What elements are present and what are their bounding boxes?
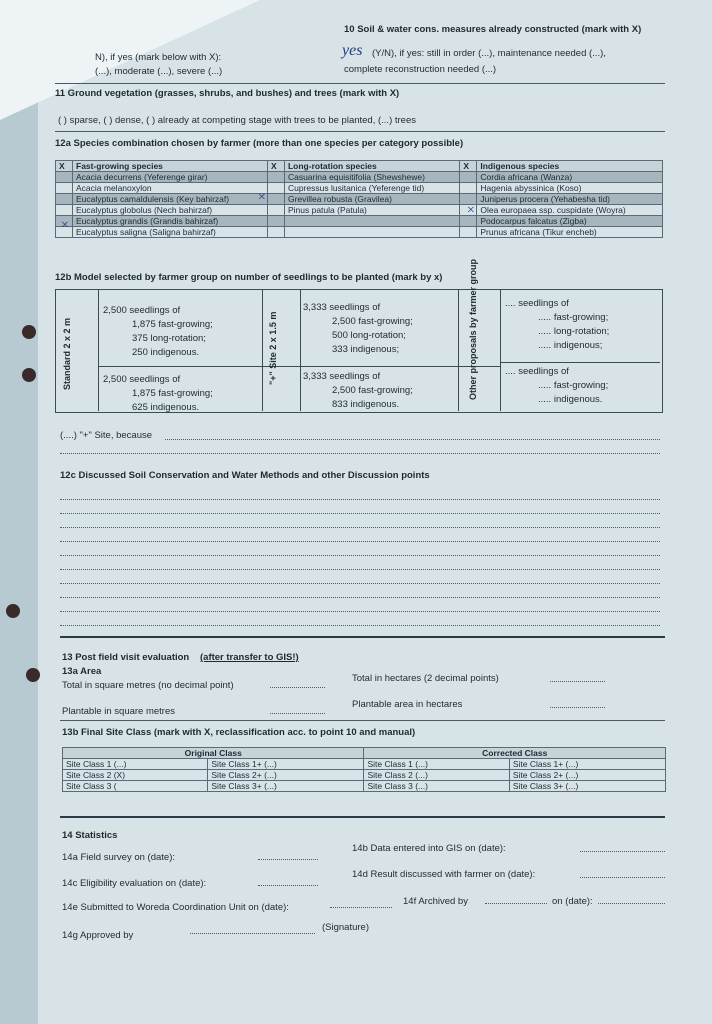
o1-item: ..... indigenous; [538, 340, 603, 351]
psqm-field[interactable] [270, 712, 325, 714]
s14d-label: 14d Result discussed with farmer on (date): [352, 869, 536, 880]
indig-species: Prunus africana (Tikur encheb) [477, 227, 663, 238]
x-col-header: X [460, 161, 477, 172]
c2-item: 2,500 fast-growing; [332, 316, 413, 327]
s14-title: 14 Statistics [62, 830, 118, 841]
indig-species: Hagenia abyssinica (Koso) [477, 183, 663, 194]
checkbox-cell[interactable] [460, 183, 477, 194]
discussion-line[interactable] [60, 568, 660, 570]
checkbox-cell[interactable] [267, 183, 284, 194]
c3-title: 2,500 seedlings of [103, 374, 181, 385]
long-species: Pinus patula (Patula) [284, 205, 459, 216]
punch-hole [22, 368, 36, 382]
s14b-label: 14b Data entered into GIS on (date): [352, 843, 506, 854]
s14c-label: 14c Eligibility evaluation on (date): [62, 878, 207, 889]
indig-species: Juniperus procera (Yehabesha tid) [477, 194, 663, 205]
c2-title: 3,333 seedlings of [303, 302, 381, 313]
o2-item: ..... indigenous. [538, 394, 603, 405]
checkbox-cell[interactable] [56, 205, 73, 216]
model-divider [98, 366, 500, 367]
discussion-line[interactable] [60, 554, 660, 556]
long-species [284, 216, 459, 227]
ha-label: Total in hectares (2 decimal points) [352, 673, 499, 684]
s14a-field[interactable] [258, 858, 318, 860]
checkbox-cell[interactable] [56, 172, 73, 183]
original-class-header: Original Class [63, 748, 364, 759]
species-table [55, 160, 663, 238]
divider [60, 720, 665, 721]
because-line[interactable] [60, 452, 660, 454]
site-class-cell[interactable]: Site Class 1+ (...) [208, 759, 364, 770]
long-header: Long-rotation species [284, 161, 459, 172]
plus-site-label: "+" Site 2 x 1.5 m [268, 311, 278, 385]
site-class-cell[interactable]: Site Class 3+ (...) [208, 781, 364, 792]
discussion-line[interactable] [60, 512, 660, 514]
s13b-title: 13b Final Site Class (mark with X, reclassification acc. to point 10 and manual) [62, 727, 416, 738]
site-class-cell[interactable]: Site Class 3 (...) [364, 781, 509, 792]
long-species: Grevillea robusta (Gravilea) [284, 194, 459, 205]
signature-label: (Signature) [322, 922, 369, 933]
c3-item: 625 indigenous. [132, 402, 200, 413]
c1-item: 375 long-rotation; [132, 333, 206, 344]
handwritten-x-mark: × [466, 203, 476, 218]
s14d-field[interactable] [580, 876, 665, 878]
divider [55, 131, 665, 132]
s10-line1: (Y/N), if yes: still in order (...), maintenance needed (...), [372, 48, 606, 59]
discussion-line[interactable] [60, 624, 660, 626]
standard-label: Standard 2 x 2 m [62, 317, 72, 390]
s14g-label: 14g Approved by [62, 930, 134, 941]
indig-species: Podocarpus falcatus (Zigba) [477, 216, 663, 227]
c4-title: 3,333 seedlings of [303, 371, 381, 382]
c4-item: 2,500 fast-growing; [332, 385, 413, 396]
long-species [284, 227, 459, 238]
checkbox-cell[interactable] [460, 172, 477, 183]
s12a-title: 12a Species combination chosen by farmer (more than one species per category possible) [55, 138, 464, 149]
site-class-cell[interactable]: Site Class 2 (X) [63, 770, 208, 781]
s13-title: 13 Post field visit evaluation [62, 652, 190, 663]
long-species: Cupressus lusitanica (Yeferenge tid) [284, 183, 459, 194]
s14f-label: 14f Archived by [403, 896, 468, 907]
indig-species: Olea europaea ssp. cuspidate (Woyra) [477, 205, 663, 216]
ha-field[interactable] [550, 680, 605, 682]
long-species: Casuarina equisitifolia (Shewshewe) [284, 172, 459, 183]
fast-species: Eucalyptus saligna (Saligna bahirzaf) [73, 227, 268, 238]
model-divider [500, 362, 660, 363]
because-line[interactable] [165, 438, 660, 440]
sqm-label: Total in square metres (no decimal point) [62, 680, 234, 691]
punch-hole [26, 668, 40, 682]
site-class-cell[interactable]: Site Class 2+ (...) [509, 770, 665, 781]
discussion-line[interactable] [60, 540, 660, 542]
s13-title-underlined: (after transfer to GIS!) [200, 652, 299, 663]
site-class-table [62, 747, 666, 792]
s11-options: ( ) sparse, ( ) dense, ( ) already at competing stage with trees to be planted, (...) trees [58, 115, 416, 126]
pha-label: Plantable area in hectares [352, 699, 463, 710]
discussion-line[interactable] [60, 582, 660, 584]
signature-field[interactable] [190, 932, 315, 934]
model-divider [98, 289, 99, 411]
c4-item: 833 indigenous. [332, 399, 400, 410]
s13a-title: 13a Area [62, 666, 102, 677]
s14e-field[interactable] [330, 906, 392, 908]
model-divider [262, 289, 263, 411]
s14f-date-field[interactable] [598, 902, 665, 904]
handwritten-x-mark: × [60, 218, 70, 233]
discussion-line[interactable] [60, 526, 660, 528]
pha-field[interactable] [550, 706, 605, 708]
c2-item: 333 indigenous; [332, 344, 400, 355]
o1-item: ..... long-rotation; [538, 326, 610, 337]
divider [55, 83, 665, 84]
checkbox-cell[interactable] [267, 227, 284, 238]
s12b-title: 12b Model selected by farmer group on number of seedlings to be planted (mark by x) [55, 272, 443, 283]
punch-hole [22, 325, 36, 339]
site-class-cell[interactable]: Site Class 2+ (...) [208, 770, 364, 781]
fast-species: Acacia decurrens (Yeferenge girar) [73, 172, 268, 183]
s10-line2: complete reconstruction needed (...) [344, 64, 497, 75]
s14f-date-label: on (date): [552, 896, 593, 907]
site-class-cell[interactable]: Site Class 3+ (...) [509, 781, 665, 792]
punch-hole [6, 604, 20, 618]
s10-title: 10 Soil & water cons. measures already constructed (mark with X) [344, 24, 642, 35]
handwritten-x-mark: × [257, 190, 267, 205]
s11-title: 11 Ground vegetation (grasses, shrubs, and bushes) and trees (mark with X) [55, 88, 400, 99]
divider [60, 636, 665, 638]
s10-left2: (...), moderate (...), severe (...) [95, 66, 223, 77]
checkbox-cell[interactable] [267, 216, 284, 227]
fast-species: Eucalyptus globolus (Nech bahirzaf) [73, 205, 268, 216]
sqm-field[interactable] [270, 686, 325, 688]
model-divider [300, 289, 301, 411]
discussion-line[interactable] [60, 596, 660, 598]
o1-title: .... seedlings of [505, 298, 569, 309]
s14c-field[interactable] [258, 884, 318, 886]
checkbox-cell[interactable] [267, 205, 284, 216]
model-divider [458, 289, 459, 411]
site-class-cell[interactable]: Site Class 1+ (...) [509, 759, 665, 770]
fast-header: Fast-growing species [73, 161, 268, 172]
site-class-cell[interactable]: Site Class 1 (...) [63, 759, 208, 770]
x-col-header: X [56, 161, 73, 172]
fast-species: Eucalyptus grandis (Grandis bahirzaf) [73, 216, 268, 227]
corrected-class-header: Corrected Class [364, 748, 666, 759]
s14b-field[interactable] [580, 850, 665, 852]
c1-title: 2,500 seedlings of [103, 305, 181, 316]
s14e-label: 14e Submitted to Woreda Coordination Unit on (date): [62, 902, 289, 913]
s14f-field[interactable] [485, 902, 547, 904]
c2-item: 500 long-rotation; [332, 330, 406, 341]
checkbox-cell[interactable] [56, 194, 73, 205]
s14a-label: 14a Field survey on (date): [62, 852, 176, 863]
c1-item: 1,875 fast-growing; [132, 319, 213, 330]
o1-item: ..... fast-growing; [538, 312, 609, 323]
site-class-cell[interactable]: Site Class 2 (...) [364, 770, 509, 781]
checkbox-cell[interactable] [267, 172, 284, 183]
site-class-cell[interactable]: Site Class 3 ( [63, 781, 208, 792]
checkbox-cell[interactable] [267, 194, 284, 205]
model-divider [500, 289, 501, 411]
because-label: (....) "+" Site, because [60, 430, 153, 441]
checkbox-cell[interactable] [56, 183, 73, 194]
other-proposal-label: Other proposals by farmer group [468, 258, 478, 400]
c1-item: 250 indigenous. [132, 347, 200, 358]
psqm-label: Plantable in square metres [62, 706, 176, 717]
s12c-title: 12c Discussed Soil Conservation and Water Methods and other Discussion points [60, 470, 430, 481]
checkbox-cell[interactable] [460, 227, 477, 238]
site-class-cell[interactable]: Site Class 1 (...) [364, 759, 509, 770]
discussion-line[interactable] [60, 610, 660, 612]
divider [60, 816, 665, 818]
discussion-line[interactable] [60, 498, 660, 500]
o2-title: .... seedlings of [505, 366, 569, 377]
s10-left1: N), if yes (mark below with X): [95, 52, 222, 63]
c3-item: 1,875 fast-growing; [132, 388, 213, 399]
x-col-header: X [267, 161, 284, 172]
s10-handwritten-yes: yes [342, 42, 363, 59]
fast-species: Acacia melanoxylon [73, 183, 268, 194]
fast-species: Eucalyptus camaldulensis (Key bahirzaf) [73, 194, 268, 205]
indig-species: Cordia africana (Wanza) [477, 172, 663, 183]
o2-item: ..... fast-growing; [538, 380, 609, 391]
indig-header: Indigenous species [477, 161, 663, 172]
